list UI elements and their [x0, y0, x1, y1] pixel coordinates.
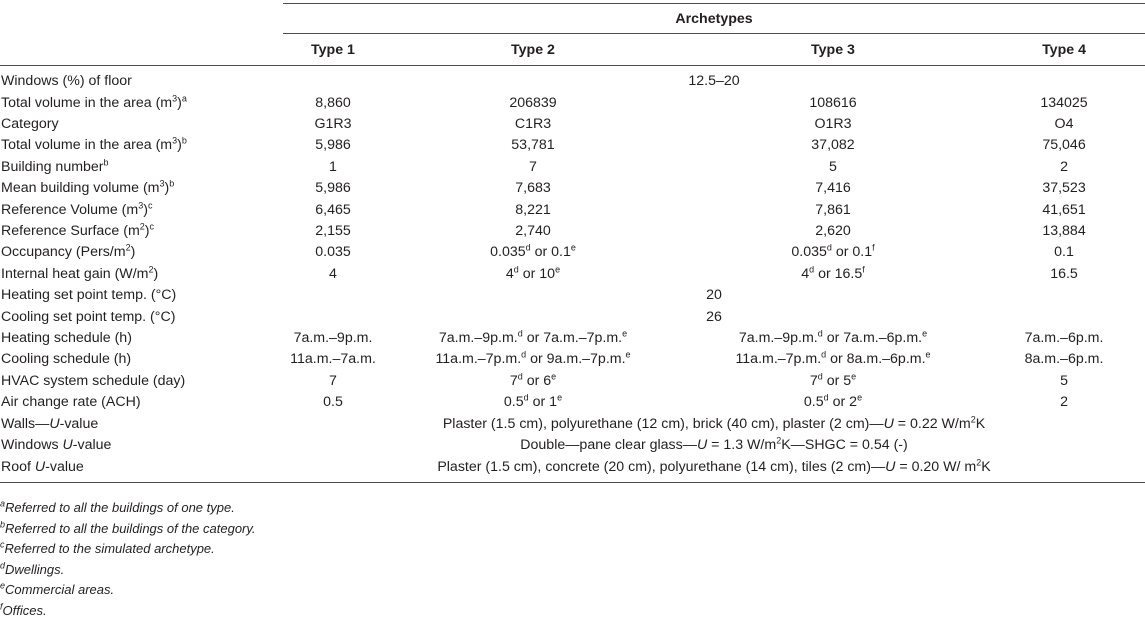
header-blank	[0, 4, 283, 34]
table-row	[0, 456, 1145, 483]
table-row	[0, 263, 1145, 284]
table-row	[0, 135, 1145, 156]
table-cell: 7,683	[383, 178, 683, 199]
table-row	[0, 156, 1145, 177]
row-label: Internal heat gain $(W/m^2)$	[0, 263, 283, 284]
table-cell: O1R3	[683, 113, 983, 134]
table-cell: 7	[383, 156, 683, 177]
table-cell: 2	[983, 391, 1145, 412]
spanning-cell: Plaster (1.5 cm), concrete (20 cm), polyurethane (14 cm), tiles (2 cm)—U = 0.20 W/ $m^2K$	[283, 456, 1145, 483]
archetypes-table	[0, 3, 1145, 483]
table-cell: 7a.m.–9p.m.	[283, 327, 383, 348]
table-row	[0, 434, 1145, 455]
table-row	[0, 66, 1145, 93]
table-cell: 6,465	[283, 199, 383, 220]
table-row	[0, 306, 1145, 327]
table-cell: 7	[283, 370, 383, 391]
row-label: Building number$^b$	[0, 156, 283, 177]
row-label: Heating schedule (h)	[0, 327, 283, 348]
column-header: Type 4	[983, 34, 1145, 66]
row-label: Total volume in the area $(m^3)^a$	[0, 92, 283, 113]
column-header: Type 2	[383, 34, 683, 66]
table-cell: 7a.m.–6p.m.	[983, 327, 1145, 348]
table-row	[0, 327, 1145, 348]
table-cell: 53,781	[383, 135, 683, 156]
table-row	[0, 285, 1145, 306]
table-row	[0, 92, 1145, 113]
table-cell: 8,860	[283, 92, 383, 113]
table-cell: 0.5$^d$ or 1e	[383, 391, 683, 412]
row-label: Reference Surface $(m^2)^c$	[0, 220, 283, 241]
table-cell: 5	[683, 156, 983, 177]
row-label: Cooling set point temp. (°C)	[0, 306, 283, 327]
table-row	[0, 242, 1145, 263]
table-cell: 7a.m.–9p.m.$^d$ or 7a.m.–7p.m.$^e$	[383, 327, 683, 348]
row-label: Roof U-value	[0, 456, 283, 483]
row-label: HVAC system schedule (day)	[0, 370, 283, 391]
table-cell: 37,523	[983, 178, 1145, 199]
table-cell: 11a.m.–7p.m.$^d$ or 9a.m.–7p.m.$^e$	[383, 349, 683, 370]
table-cell: 206839	[383, 92, 683, 113]
footnotes	[0, 498, 256, 621]
row-label: Reference Volume $(m^3)^c$	[0, 199, 283, 220]
footnote: $^d$Dwellings.	[0, 560, 256, 581]
footnote: $^e$Commercial areas.	[0, 580, 256, 601]
table-row	[0, 178, 1145, 199]
table-row	[0, 391, 1145, 412]
spanning-cell: Plaster (1.5 cm), polyurethane (12 cm), brick (40 cm), plaster (2 cm)—U = 0.22 $W/m^2K$	[283, 413, 1145, 434]
table-cell: 0.035$^d$ or 0.1$^f$	[683, 242, 983, 263]
table-cell: 7$^d$ or 5e	[683, 370, 983, 391]
table-cell: 0.035	[283, 242, 383, 263]
spanning-cell: 20	[283, 285, 1145, 306]
row-label: Walls—U-value	[0, 413, 283, 434]
table-cell: 75,046	[983, 135, 1145, 156]
header-blank	[0, 34, 283, 66]
table-cell: 8a.m.–6p.m.	[983, 349, 1145, 370]
table-cell: O4	[983, 113, 1145, 134]
footnote: $^f$Offices.	[0, 601, 256, 621]
table-cell: 11a.m.–7p.m.$^d$ or 8a.m.–6p.m.$^e$	[683, 349, 983, 370]
table-cell: 4$^d$ or 16.5$^f$	[683, 263, 983, 284]
spanning-cell: 26	[283, 306, 1145, 327]
table-cell: 0.5$^d$ or 2e	[683, 391, 983, 412]
table-body	[0, 66, 1145, 483]
table-cell: C1R3	[383, 113, 683, 134]
table-cell: 2	[983, 156, 1145, 177]
table-cell: 2,740	[383, 220, 683, 241]
table-cell: 37,082	[683, 135, 983, 156]
row-label: Heating set point temp. (°C)	[0, 285, 283, 306]
spanning-cell: Double—pane clear glass—U = 1.3 $W/m^2K—SHGC = 0.54$ (-)	[283, 434, 1145, 455]
table-cell: 7a.m.–9p.m.$^d$ or 7a.m.–6p.m.$^e$	[683, 327, 983, 348]
table-cell: 0.1	[983, 242, 1145, 263]
table-cell: 0.5	[283, 391, 383, 412]
table-cell: 7$^d$ or 6e	[383, 370, 683, 391]
table-cell: 7,861	[683, 199, 983, 220]
row-label: Cooling schedule (h)	[0, 349, 283, 370]
row-label: Occupancy $(Pers/m^2)$	[0, 242, 283, 263]
table-cell: 5	[983, 370, 1145, 391]
table-row	[0, 113, 1145, 134]
table-cell: 7,416	[683, 178, 983, 199]
table-cell: 0.035$^d$ or 0.1e	[383, 242, 683, 263]
row-label: Air change rate (ACH)	[0, 391, 283, 412]
table-cell: 2,155	[283, 220, 383, 241]
table-row	[0, 349, 1145, 370]
footnote: $^a$Referred to all the buildings of one type.	[0, 498, 256, 519]
spanning-cell: 12.5–20	[283, 66, 1145, 93]
table-cell: 1	[283, 156, 383, 177]
table-cell: 41,651	[983, 199, 1145, 220]
table-cell: 13,884	[983, 220, 1145, 241]
column-header: Type 3	[683, 34, 983, 66]
table-row	[0, 413, 1145, 434]
table-cell: 134025	[983, 92, 1145, 113]
table-cell: 2,620	[683, 220, 983, 241]
table-row	[0, 220, 1145, 241]
column-header: Type 1	[283, 34, 383, 66]
table-cell: 16.5	[983, 263, 1145, 284]
row-label: Total volume in the area $(m^3)^b$	[0, 135, 283, 156]
table-cell: 5,986	[283, 178, 383, 199]
row-label: Windows U-value	[0, 434, 283, 455]
footnote: $^c$Referred to the simulated archetype.	[0, 539, 256, 560]
table-row	[0, 370, 1145, 391]
table-cell: 5,986	[283, 135, 383, 156]
footnote: $^b$Referred to all the buildings of the category.	[0, 519, 256, 540]
group-header: Archetypes	[283, 4, 1145, 34]
row-label: Windows (%) of floor	[0, 66, 283, 93]
table-cell: 4	[283, 263, 383, 284]
table-cell: 8,221	[383, 199, 683, 220]
row-label: Category	[0, 113, 283, 134]
table-cell: G1R3	[283, 113, 383, 134]
table-cell: 11a.m.–7a.m.	[283, 349, 383, 370]
table-cell: 4$^d$ or 10e	[383, 263, 683, 284]
table-cell: 108616	[683, 92, 983, 113]
table-row	[0, 199, 1145, 220]
row-label: Mean building volume $(m^3)^b$	[0, 178, 283, 199]
